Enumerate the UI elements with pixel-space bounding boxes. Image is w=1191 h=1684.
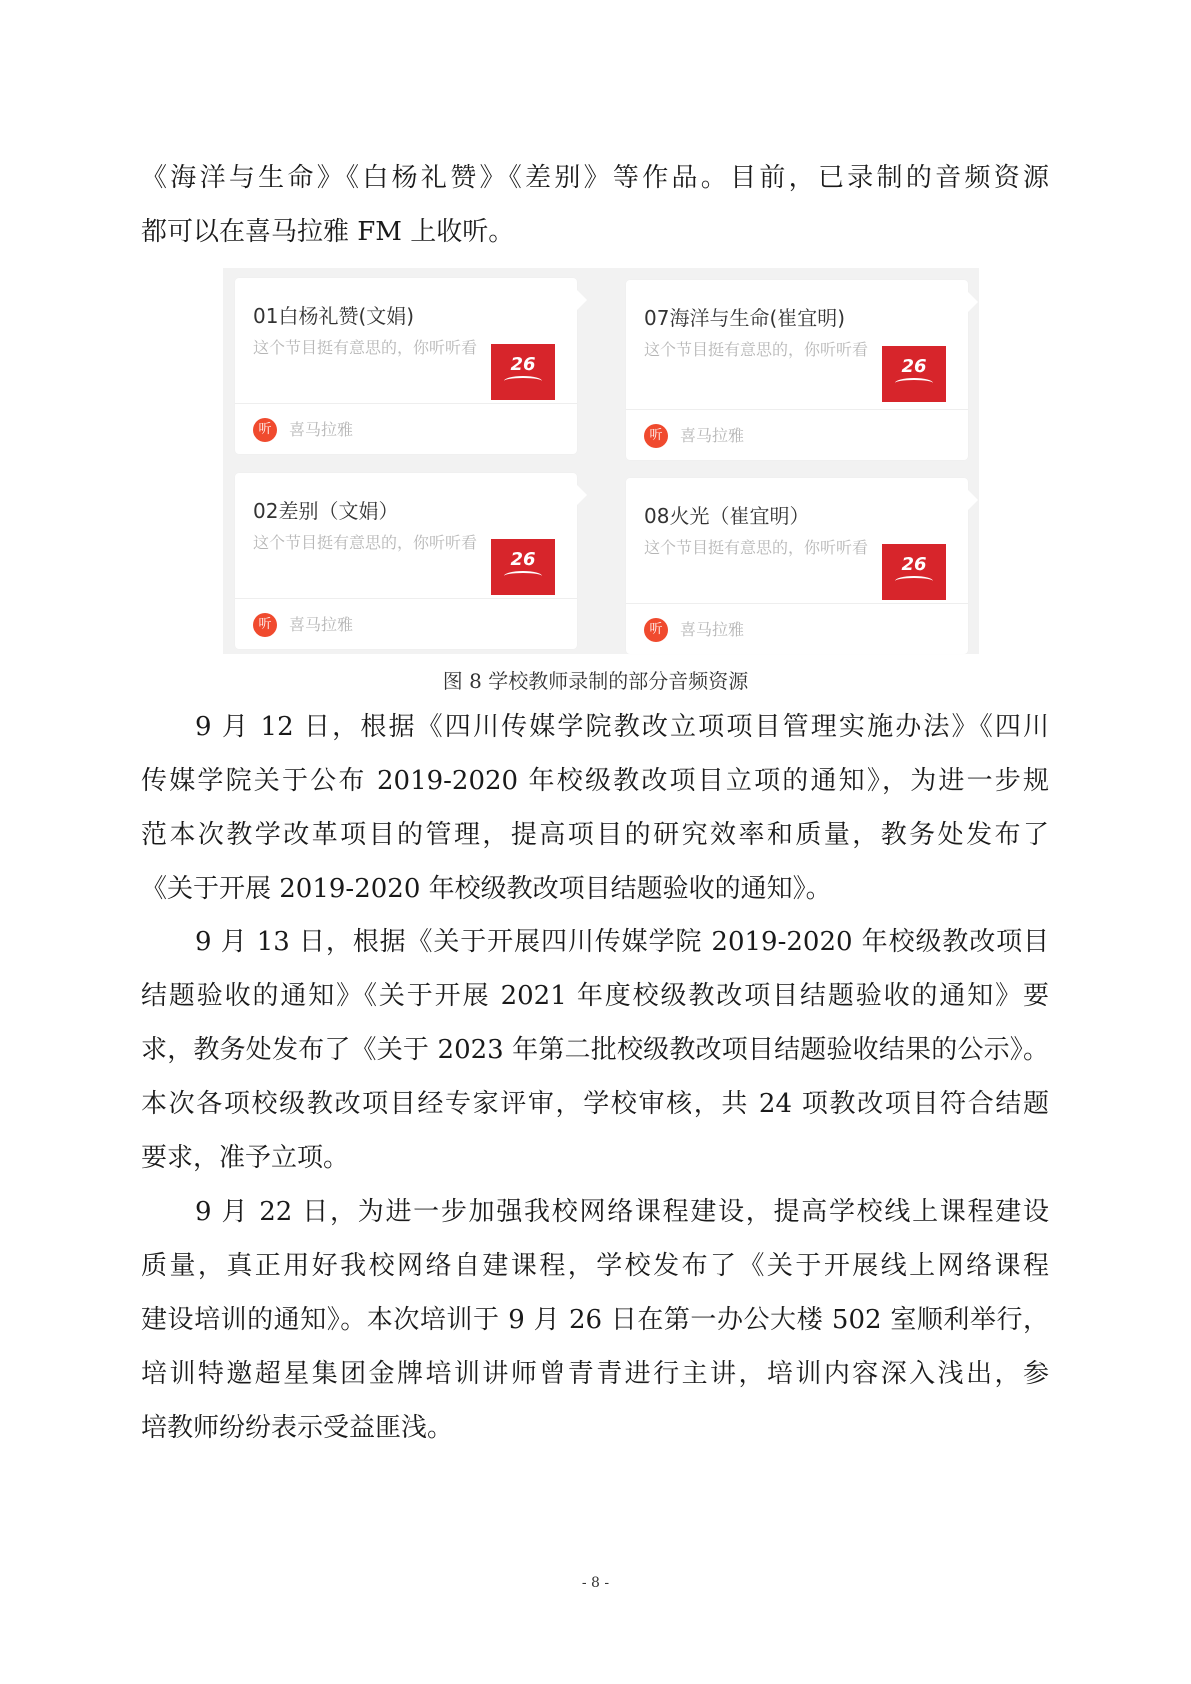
audio-card[interactable] (626, 478, 968, 654)
text-line: 9 月 13 日，根据《关于开展四川传媒学院 2019-2020 年校级教改项目 (195, 927, 1049, 957)
listen-icon: 听 (644, 424, 668, 448)
audio-cover-image (882, 346, 946, 402)
text-line: 9 月 22 日，为进一步加强我校网络课程建设，提高学校线上课程建设 (195, 1197, 1049, 1227)
brand-label: 喜马拉雅 (289, 420, 354, 439)
card-footer (235, 403, 577, 454)
card-notch (577, 290, 587, 310)
brand-label: 喜马拉雅 (680, 620, 745, 639)
text-line: 本次各项校级教改项目经专家评审，学校审核，共 24 项教改项目符合结题 (141, 1089, 1049, 1119)
text-line: 培教师纷纷表示受益匪浅。 (141, 1413, 454, 1443)
paragraph (141, 700, 1049, 916)
audio-card[interactable] (626, 280, 968, 460)
text-line: 传媒学院关于公布 2019-2020 年校级教改项目立项的通知》，为进一步规 (141, 766, 1049, 796)
text-line: 建设培训的通知》。本次培训于 9 月 26 日在第一办公大楼 502 室顺利举行， (141, 1305, 1049, 1335)
cover-book-icon (504, 571, 542, 581)
text-line: 要求，准予立项。 (141, 1143, 350, 1173)
text-line: 9 月 12 日，根据《四川传媒学院教改立项项目管理实施办法》《四川 (195, 712, 1049, 742)
card-footer (235, 598, 577, 649)
listen-icon: 听 (253, 613, 277, 637)
audio-description: 这个节目挺有意思的，你听听看 (644, 340, 869, 359)
brand-label: 喜马拉雅 (680, 426, 745, 445)
card-footer (626, 409, 968, 460)
audio-cover-image (882, 544, 946, 600)
card-notch (577, 485, 587, 505)
audio-title: 02差别（文娟） (253, 499, 399, 523)
text-line: 培训特邀超星集团金牌培训讲师曾青青进行主讲，培训内容深入浅出，参 (141, 1359, 1049, 1389)
audio-title: 01白杨礼赞(文娟) (253, 304, 415, 328)
audio-cover-image (491, 344, 555, 400)
card-notch (968, 490, 978, 510)
cover-number: 26 (510, 549, 536, 570)
audio-card[interactable] (235, 473, 577, 649)
audio-title: 07海洋与生命(崔宜明) (644, 306, 846, 330)
listen-icon: 听 (644, 618, 668, 642)
brand-label: 喜马拉雅 (289, 615, 354, 634)
audio-description: 这个节目挺有意思的，你听听看 (253, 533, 478, 552)
figure-caption: 图 8 学校教师录制的部分音频资源 (442, 669, 749, 693)
cover-number: 26 (510, 354, 536, 375)
text-line: 求，教务处发布了《关于 2023 年第二批校级教改项目结题验收结果的公示》。 (141, 1035, 1049, 1065)
audio-cover-image (491, 539, 555, 595)
audio-description: 这个节目挺有意思的，你听听看 (644, 538, 869, 557)
cover-number: 26 (901, 356, 927, 377)
cover-book-icon (895, 378, 933, 388)
card-footer (626, 603, 968, 654)
text-line: 都可以在喜马拉雅 FM 上收听。 (141, 217, 515, 247)
paragraph (141, 1185, 1049, 1455)
text-line: 质量，真正用好我校网络自建课程，学校发布了《关于开展线上网络课程 (141, 1251, 1049, 1281)
paragraph (141, 915, 1049, 1185)
audio-title: 08火光（崔宜明） (644, 504, 810, 528)
page-number: - 8 - (581, 1575, 610, 1591)
text-line: 《海洋与生命》《白杨礼赞》《差别》等作品。目前，已录制的音频资源 (141, 163, 1049, 193)
text-line: 范本次教学改革项目的管理，提高项目的研究效率和质量，教务处发布了 (141, 820, 1049, 850)
audio-description: 这个节目挺有意思的，你听听看 (253, 338, 478, 357)
card-notch (968, 292, 978, 312)
listen-icon: 听 (253, 418, 277, 442)
audio-resources-figure (223, 268, 979, 654)
cover-book-icon (895, 576, 933, 586)
text-line: 结题验收的通知》《关于开展 2021 年度校级教改项目结题验收的通知》要 (141, 981, 1049, 1011)
cover-book-icon (504, 376, 542, 386)
text-line: 《关于开展 2019-2020 年校级教改项目结题验收的通知》。 (141, 874, 832, 904)
audio-card[interactable] (235, 278, 577, 454)
paragraph-continuation (141, 151, 1049, 259)
cover-number: 26 (901, 554, 927, 575)
